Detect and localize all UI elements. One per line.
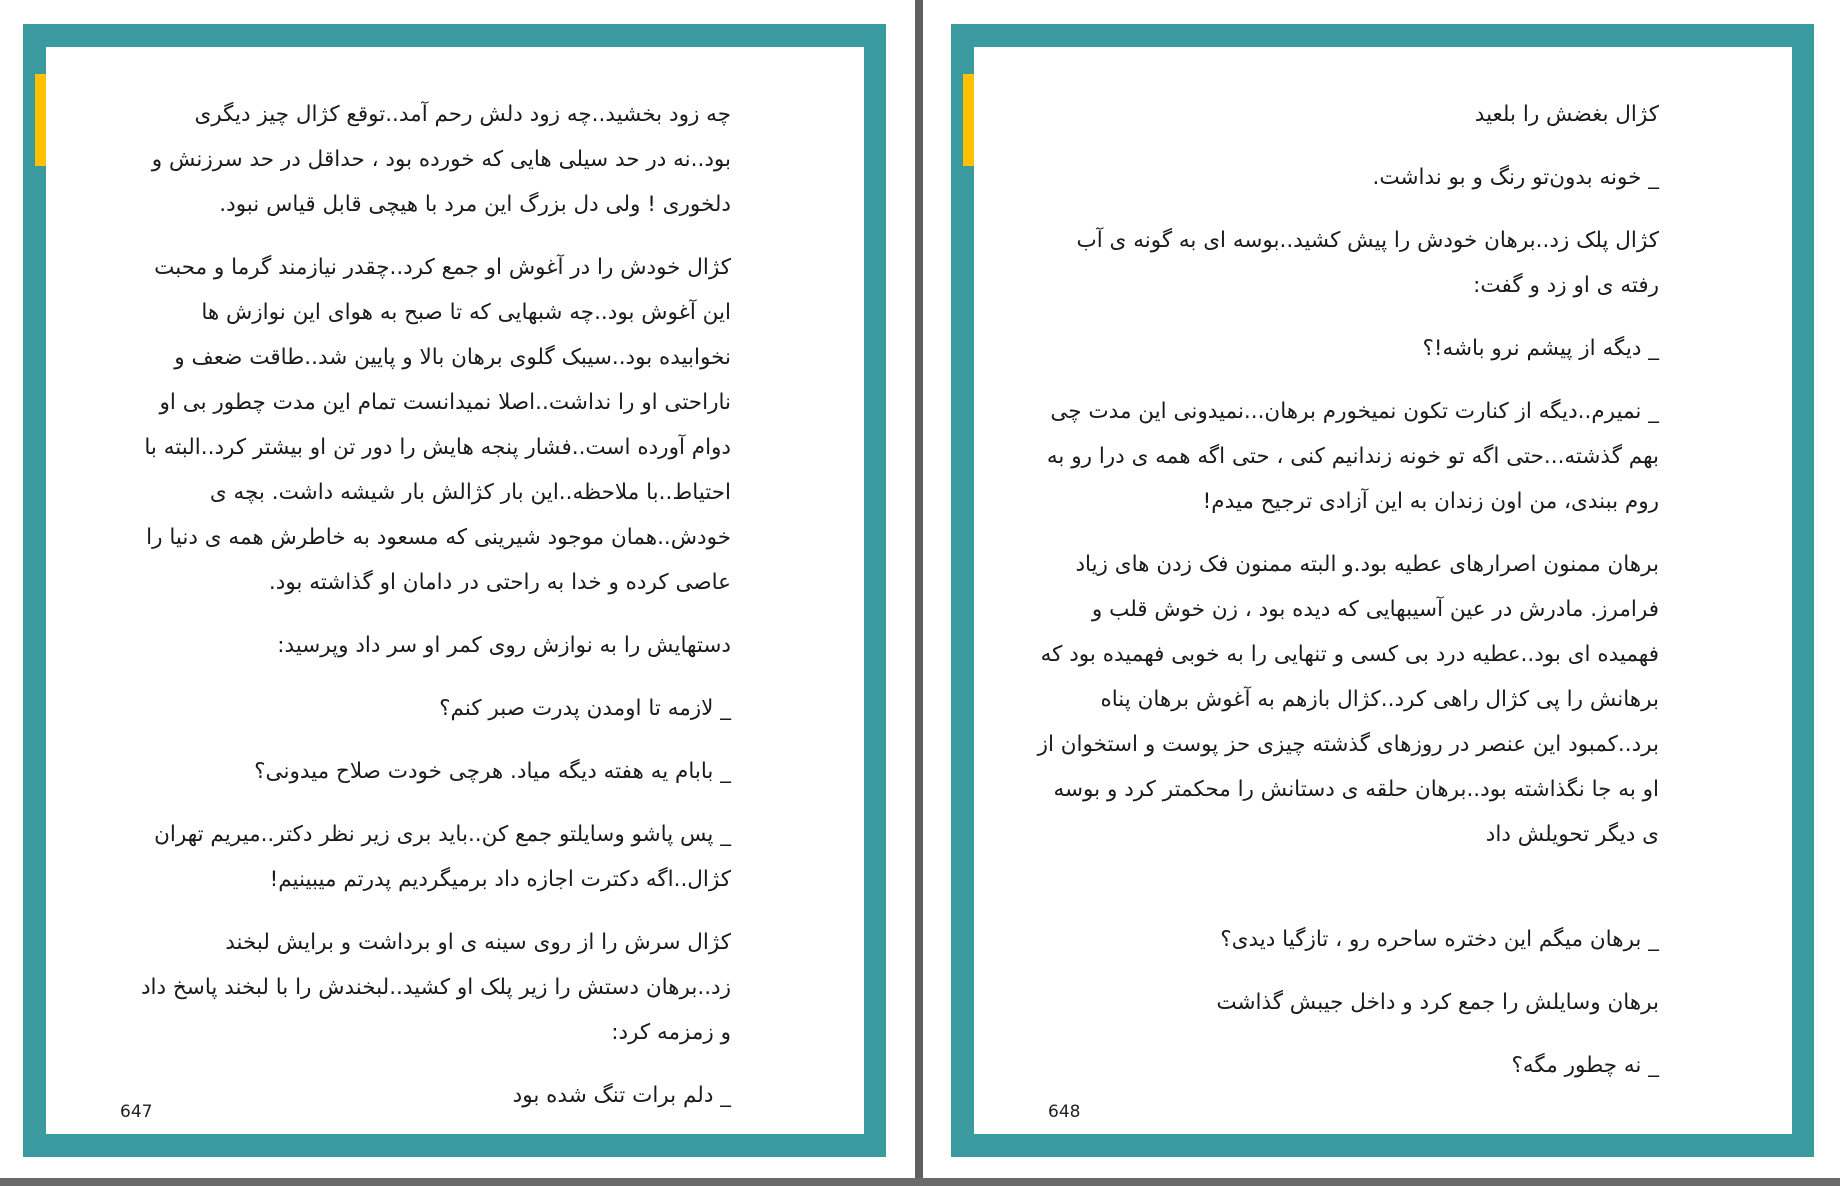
paragraph: _ دیگه از پیشم نرو باشه!؟	[1422, 336, 1659, 361]
paragraph: _ بابام یه هفته دیگه میاد. هرچی خودت صلاح میدونی؟	[254, 759, 731, 784]
paragraph: چه زود بخشید..چه زود دلش رحم آمد..توقع کژال چیز دیگری بود..نه در حد سیلی هایی که خورده بود ، حداقل در حد سرزنش و دلخوری ! ولی دل بزرگ این مرد با هیچی قابل قیاس نبود.	[151, 102, 731, 217]
paragraph: _ نه چطور مگه؟	[1511, 1053, 1659, 1078]
viewer-bottom-edge	[0, 1178, 1840, 1186]
paragraph: برهان ممنون اصرارهای عطیه بود.و البته ممنون فک زدن های زیاد فرامرز. مادرش در عین آسیبهایی که دیده بود ، زن خوش قلب و فهمیده ای بود..عطیه درد بی کسی و تنهایی را به خوبی فهمیده بود که برهانش را پی کژال راهی کرد..کژال بازهم به آغوش برهان پناه برد..کمبود این عنصر در روزهای گذشته چیزی حز پوست و استخوان از او به جا نگذاشته بود..برهان حلقه ی دستانش را محکمتر کرد و بوسه ی دیگر تحویلش داد	[1037, 552, 1659, 847]
page-content-area	[974, 47, 1792, 1134]
paragraph: _ دلم برات تنگ شده بود	[512, 1083, 731, 1108]
paragraph: _ نمیرم..دیگه از کنارت تکون نمیخورم برهان...نمیدونی این مدت چی بهم گذشته...حتی اگه تو خونه زندانیم کنی ، حتی اگه همه ی درا رو به روم ببندی، من اون زندان به این آزادی ترجیح میدم!	[1046, 399, 1659, 514]
paragraph: کژال پلک زد..برهان خودش را پیش کشید..بوسه ای به گونه ی آب رفته ی او زد و گفت:	[1076, 228, 1659, 298]
paragraph: _ لازمه تا اومدن پدرت صبر کنم؟	[439, 696, 731, 721]
page-text-right	[1034, 92, 1659, 1106]
page-content-area	[46, 47, 864, 1134]
paragraph: دستهایش را به نوازش روی کمر او سر داد وپرسید:	[277, 633, 731, 658]
paragraph: کژال بغضش را بلعید	[1474, 102, 1659, 127]
paragraph: _ برهان میگم این دختره ساحره رو ، تازگیا دیدی؟	[1220, 927, 1659, 952]
page-number: 647	[120, 1102, 153, 1122]
paragraph: برهان وسایلش را جمع کرد و داخل جیبش گذاشت	[1216, 990, 1659, 1015]
paragraph: _ پس پاشو وسایلتو جمع کن..باید بری زیر نظر دکتر..میریم تهران کژال..اگه دکترت اجازه داد برمیگردیم پدرتم میبینیم!	[154, 822, 731, 892]
paragraph: _ خونه بدون‌تو رنگ و بو نداشت.	[1372, 165, 1659, 190]
page-left	[23, 24, 886, 1157]
page-right	[951, 24, 1814, 1157]
page-text-left	[136, 92, 731, 1136]
paragraph: کژال خودش را در آغوش او جمع کرد..چقدر نیازمند گرما و محبت این آغوش بود..چه شبهایی که تا صبح به هوای این نوازش ها نخوابیده بود..سیبک گلوی برهان بالا و پایین شد..طاقت ضعف و ناراحتی او را نداشت..اصلا نمیدانست تمام این مدت چطور بی او دوام آورده است..فشار پنجه هایش را دور تن او بیشتر کرد..البته با احتیاط..با ملاحظه..این بار کژالش بار شیشه داشت. بچه ی خودش..همان موجود شیرینی که مسعود به خاطرش همه ی دنیا را عاصی کرده و خدا به راحتی در دامان او گذاشته بود.	[144, 255, 731, 595]
spread-divider	[915, 0, 923, 1186]
paragraph: کژال سرش را از روی سینه ی او برداشت و برایش لبخند زد..برهان دستش را زیر پلک او کشید..لبخندش را با لبخند پاسخ داد و زمزمه کرد:	[140, 930, 731, 1045]
page-number: 648	[1048, 1102, 1081, 1122]
